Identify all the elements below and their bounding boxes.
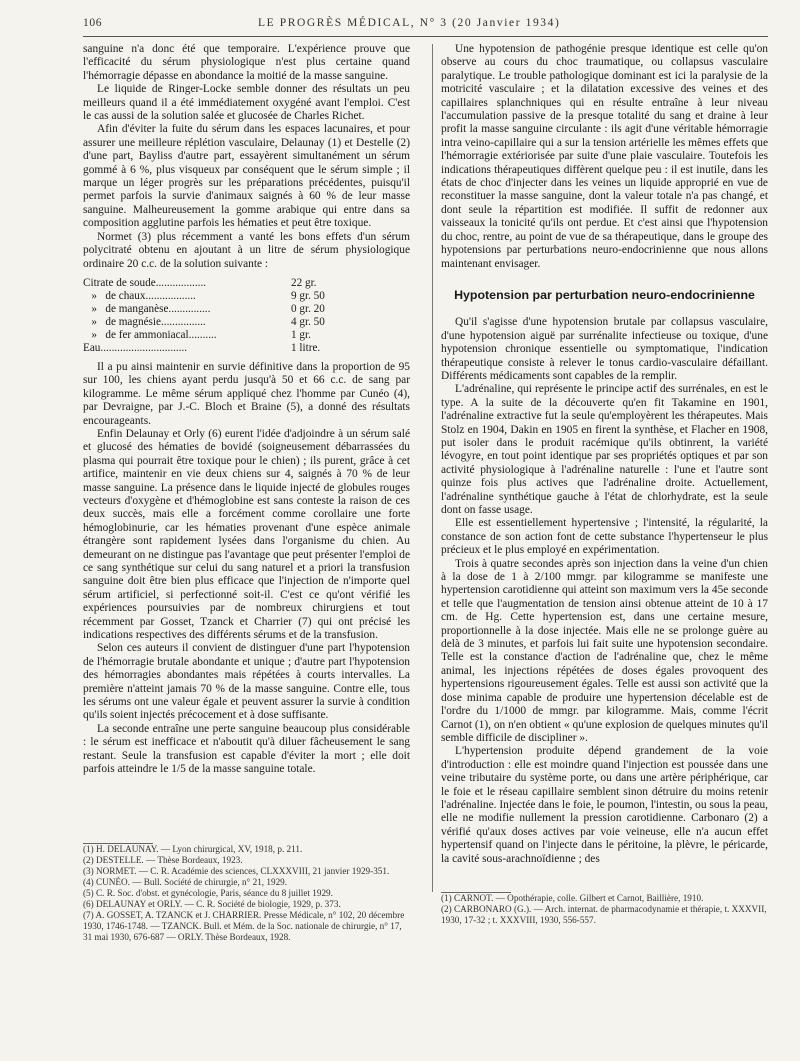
table-row	[83, 316, 410, 329]
footnote: (5) C. R. Soc. d'obst. et gynécologie, Paris, séance du 8 juillet 1929.	[83, 888, 333, 898]
column-divider	[432, 44, 433, 892]
footnote: (3) NORMET. — C. R. Académie des sciences, CLXXXVIII, 21 janvier 1929-351.	[83, 866, 390, 876]
paragraph: sanguine n'a donc été que temporaire. L'expérience prouve que l'efficacité du sérum physiologique n'est plus certaine quand l'hémorragie dépasse en abondance la moitié de la masse sanguine.	[83, 43, 410, 82]
footnote: (1) H. DELAUNAY. — Lyon chirurgical, XV, 1918, p. 211.	[83, 844, 303, 854]
left-footnotes	[83, 843, 410, 943]
paragraph: L'adrénaline, qui représente le principe actif des surrénales, en est le type. A la suite de la découverte qu'en fit Takamine en 1901, l'adrénaline extractive fut la seule qu'employèrent les thérapeutes. Mais Stolz en 1904, Dakin en 1905 en firent la synthèse, et Flacher en 1908, put isoler dans le produit racémique qu'ils obtinrent, la variété lévogyre, en tout point identique par ses propriétés optiques et par son activité physiologique à l'adrénaline naturelle : l'une et l'autre sont quinze fois plus actives que l'adrénaline droite. Actuellement, l'adrénaline synthétique gauche à l'état de chlorhydrate, est la seule dont on fasse usage.	[441, 383, 768, 516]
footnote: (1) CARNOT. — Opothérapie, colle. Gilbert et Carnot, Baillière, 1910.	[441, 893, 704, 903]
table-row	[83, 303, 410, 316]
table-cell-ingredient: » de magnésie................	[83, 315, 206, 328]
footnote: (6) DELAUNAY et ORLY. — C. R. Société de biologie, 1929, p. 373.	[83, 899, 341, 909]
running-header	[83, 17, 768, 33]
paragraph: Qu'il s'agisse d'une hypotension brutale par collapsus vasculaire, d'une hypotension aiguë par surrénalite infectieuse ou toxique, d'une hypotension chronique essentielle ou symptomatique, l'indication thérapeutique consiste à relever le tonus cardio-vasculaire défaillant. Différents médicaments sont capables de la remplir.	[441, 316, 768, 382]
section-heading: Hypotension par perturbation neuro-endocrinienne	[454, 287, 755, 302]
paragraph: Normet (3) plus récemment a vanté les bons effets d'un sérum polycitraté obtenu en ajoutant à un litre de sérum physiologique ordinaire 20 c.c. de la solution suivante :	[83, 230, 410, 270]
table-cell-ingredient: Citrate de soude..................	[83, 276, 207, 289]
table-row	[83, 290, 410, 303]
footnote: (4) CUNÉO. — Bull. Société de chirurgie, n° 21, 1929.	[83, 877, 288, 887]
paragraph: Afin d'éviter la fuite du sérum dans les espaces lacunaires, et pour assurer une meilleure réplétion vasculaire, Delaunay (1) et Destelle (2) d'une part, Bayliss d'autre part, essayèrent simultanément un sérum gommé à 6 %, plus visqueux par conséquent que le sérum simple ; il marque un léger progrès sur les préparations précédentes, puisqu'il permet parfois la survie d'animaux saignés à 60 % de leur masse sanguine. Malheureusement la gomme arabique qui entre dans sa composition agglutine parfois les hématies et peut être toxique.	[83, 123, 410, 230]
composition-table	[83, 277, 410, 355]
right-column	[441, 43, 768, 866]
table-cell-quantity: 0 gr. 20	[291, 302, 325, 315]
table-cell-ingredient: Eau...............................	[83, 341, 188, 354]
paragraph: L'hypertension produite dépend grandement de la voie d'introduction : elle est moindre quand l'injection est poussée dans une veine tributaire du système porte, ou dans une artère périphérique, car le foie et le réseau capillaire semblent sinon détruire du moins retenir l'adrénaline. Injectée dans le foie, le poumon, l'intestin, ou sous la peau, elle ne modifie nullement la pression carotidienne. Carbonaro (2) a vérifié qu'aux doses actives par voie veineuse, elle n'a aucun effet hypertensif quand on l'injecte dans le péritoine, la plèvre, le péricarde, la cavité sous-arachnoïdienne ; des	[441, 745, 768, 865]
table-cell-ingredient: » de manganèse...............	[83, 302, 211, 315]
running-title: LE PROGRÈS MÉDICAL, N° 3 (20 Janvier 1934)	[258, 17, 561, 29]
paragraph: Trois à quatre secondes après son injection dans la veine d'un chien à la dose de 1 à 2/100 mmgr. par kilogramme se manifeste une hypertension carotidienne qui atteint son maximum vers la 45e seconde et telle que l'augmentation de tension ainsi obtenue atteint de 10 à 17 cm. de Hg. Cette hypertension est, dans une certaine mesure, proportionnelle à la dose injectée. Mais elle ne se prolonge guère au delà de 3 minutes, et parfois lui fait suite une hypotension secondaire. Telle est la constance d'action de l'adrénaline que, chez le même animal, les injections répétées de doses égales provoquent des hypertensions rigoureusement égales. Telle est aussi son activité que la dose minima capable de produire une hypertension décelable est de l'ordre du 1/1000 de mmgr. par kilogramme. Mais, comme l'écrit Carnot (1), on n'en obtient « qu'une explosion de quelques minutes qu'il semble difficile de discipliner ».	[441, 557, 768, 744]
footnote: (2) DESTELLE. — Thèse Bordeaux, 1923.	[83, 855, 243, 865]
table-cell-quantity: 22 gr.	[291, 276, 317, 289]
table-cell-quantity: 9 gr. 50	[291, 289, 325, 302]
footnote: (7) A. GOSSET, A. TZANCK et J. CHARRIER. Presse Médicale, n° 102, 20 décembre 1930, 1746-1748. — TZANCK. Bull. et Mém. de la Soc. nationale de chirurgie, n° 17, 31 mai 1930, 676-687 — ORLY. Thèse Bordeaux, 1928.	[83, 910, 405, 942]
table-row	[83, 277, 410, 290]
table-cell-ingredient: » de fer ammoniacal..........	[83, 328, 217, 341]
table-row	[83, 342, 410, 355]
paragraph: Selon ces auteurs il convient de distinguer d'une part l'hypotension de l'hémorragie brutale abondante et unique ; d'autre part l'hypotension des hémorragies abondantes mais répétées à courts intervalles. La première n'atteint jamais 70 % de la masse sanguine. Contre elle, tous les sérums ont une valeur égale et peuvent assurer la survie à condition qu'ils soient injectés précocement et à dose suffisante.	[83, 642, 410, 722]
right-footnotes	[441, 892, 768, 926]
paragraph: Une hypotension de pathogénie presque identique est celle qu'on observe au cours du choc traumatique, ou collapsus vasculaire paralytique. Le trouble pathologique dominant est ici la paralysie de la motricité vasculaire ; et la dilatation excessive des veines et des capillaires splanchniques qui en résulte entraîne à leur niveau l'accumulation passive de la presque totalité du sang et draine à leur profit la masse sanguine circulante : ils agit d'une véritable hémorragie intra veino-capillaire qui a sur la tension artérielle les mêmes effets que l'hémorragie extériorisée par suite d'une plaie vasculaire. Toutefois les indications thérapeutiques diffèrent quelque peu : il est inutile, dans les états de choc d'injecter dans les veines un liquide approprié en vue de reconstituer la masse sanguine, dont la valeur totale n'a pas changé, et dont seule la répartition est modifiée. Il suffit de redonner aux vaisseaux la tonicité qu'ils ont perdue. Et c'est ainsi que l'hypotension du choc, rentre, au point de vue de sa thérapeutique, dans le groupe des hypotensions par perturbations neuro-endocrinienne que nous allons maintenant envisager.	[441, 43, 768, 270]
footnote: (2) CARBONARO (G.). — Arch. internat. de pharmacodynamie et thérapie, t. XXXVII, 1930, 17-32 ; t. XXXVIII, 1930, 556-557.	[441, 904, 767, 925]
paragraph: La seconde entraîne une perte sanguine beaucoup plus considérable : le sérum est inefficace et n'aboutit qu'à diluer fâcheusement le sang restant. Seule la transfusion est capable d'éviter la mort ; elle doit parfois atteindre le 1/5 de la masse sanguine totale.	[83, 722, 410, 776]
table-cell-quantity: 1 litre.	[291, 341, 321, 354]
paragraph: Le liquide de Ringer-Locke semble donner des résultats un peu meilleurs quand il a été immédiatement oxygéné avant l'emploi. C'est le cas aussi de la solution salée et glucosée de Charles Richet.	[83, 83, 410, 123]
table-cell-quantity: 1 gr.	[291, 328, 311, 341]
table-cell-ingredient: » de chaux..................	[83, 289, 196, 302]
paragraph: Enfin Delaunay et Orly (6) eurent l'idée d'adjoindre à un sérum salé et glucosé des hématies de bovidé (soigneusement débarrassées du plasma qui pourrait être toxique pour le chien) ; ils purent, grâce à cet artifice, maintenir en vie deux chiens sur 4, saignés à 70 % de leur masse sanguine. La présence dans le liquide injecté de globules rouges vecteurs d'oxygène et d'hémoglobine est sans conteste la raison de ces deux succès, mais elle a forcément comme corollaire une forte hémoglobinurie, car les hématies provenant d'une espèce animale étrangère sont rapidement lysées dans l'organisme du chien. Au demeurant on ne distingue pas l'avantage que peut présenter l'emploi de ce sang synthétique sur celui du sang naturel et a priori la transfusion sanguine doit être bien plus efficace que l'injection de n'importe quel sérum artificiel, si perfectionné soit-il. C'est ce qu'ont vérifié les expériences poursuivies par de nombreux chirurgiens et tout récemment par Gosset, Tzanck et Charrier (7) qui ont précisé les indications respectives des différents sérums et de la transfusion.	[83, 427, 410, 642]
table-row	[83, 329, 410, 342]
page-number: 106	[83, 17, 103, 29]
paragraph: Il a pu ainsi maintenir en survie définitive dans la proportion de 95 sur 100, les chiens ayant perdu jusqu'à 50 et 66 c.c. de sang par kilogramme. Le même sérum appliqué chez l'homme par Cunéo (4), par Devraigne, par J.-C. Bloch et Braine (5), a donné des résultats encourageants.	[83, 360, 410, 427]
table-cell-quantity: 4 gr. 50	[291, 315, 325, 328]
paragraph: Elle est essentiellement hypertensive ; l'intensité, la régularité, la constance de son action font de cette substance l'hypertenseur le plus précieux et le plus employé en expérimentation.	[441, 517, 768, 557]
left-column	[83, 43, 410, 777]
header-rule	[83, 36, 768, 37]
